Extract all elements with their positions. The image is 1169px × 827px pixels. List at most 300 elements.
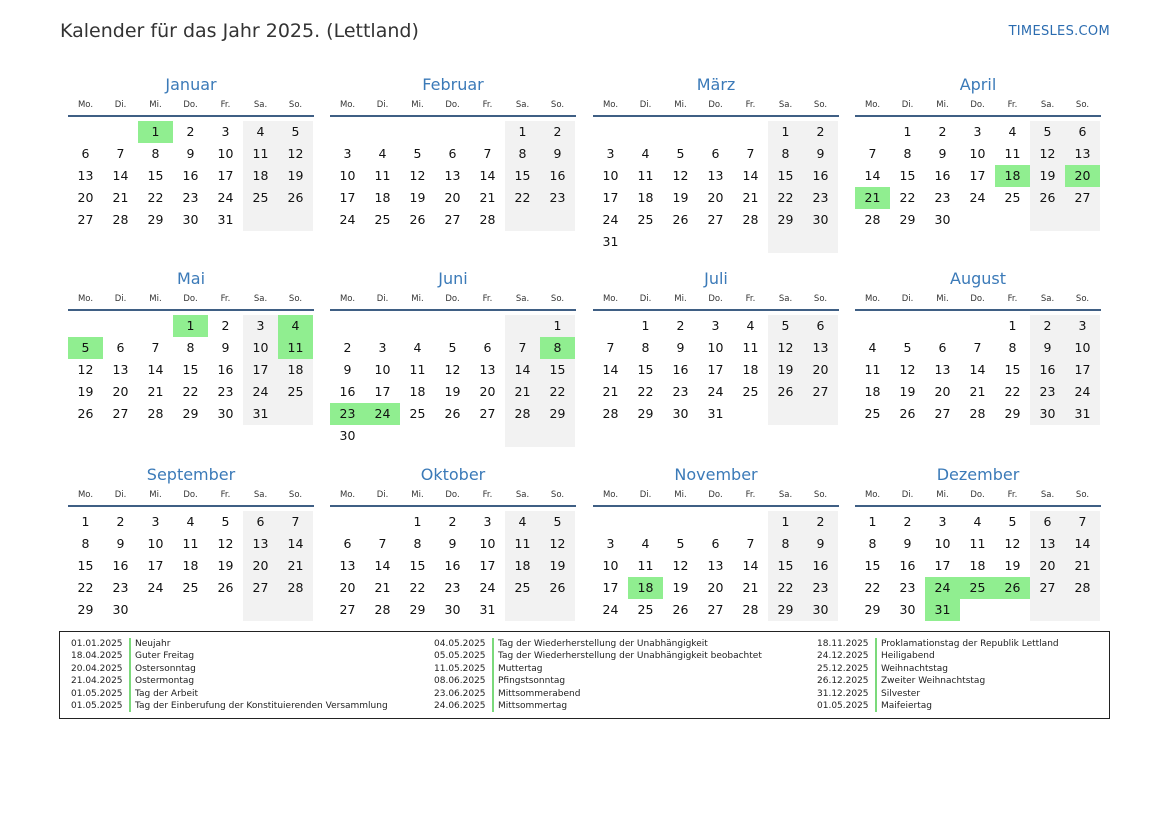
page-title: Kalender für das Jahr 2025. (Lettland) [60, 20, 419, 42]
day-cell: 23 [1039, 384, 1056, 399]
legend-holiday-name: Neujahr [135, 639, 171, 649]
day-cell: 13 [444, 168, 461, 183]
day-cell: 17 [479, 558, 496, 573]
legend-holiday-name: Maifeiertag [881, 700, 932, 711]
month-block [68, 464, 314, 621]
day-cell: 30 [339, 428, 356, 443]
day-cell: 14 [479, 168, 496, 183]
day-cell: 25 [742, 384, 759, 399]
day-cell: 3 [343, 146, 352, 161]
weekday-header [593, 292, 839, 311]
legend-column [434, 638, 762, 712]
day-grid [68, 117, 314, 231]
day-cell: 23 [444, 580, 461, 595]
day-cell: 31 [479, 602, 496, 617]
weekday-label: Do. [183, 294, 198, 304]
day-cell: 1 [518, 124, 527, 139]
day-cell: 10 [479, 536, 496, 551]
day-cell: 12 [672, 168, 689, 183]
weekday-label: Fr. [482, 490, 493, 500]
day-cell: 8 [781, 146, 790, 161]
weekday-label: Mo. [77, 294, 94, 304]
day-cell: 21 [742, 580, 759, 595]
day-cell: 29 [637, 406, 654, 421]
day-cell: 14 [374, 558, 391, 573]
legend-row [434, 688, 762, 700]
day-grid [593, 507, 839, 621]
day-cell: 15 [549, 362, 566, 377]
day-cell: 19 [77, 384, 94, 399]
day-cell: 27 [339, 602, 356, 617]
weekday-label: Mo. [602, 294, 619, 304]
weekday-label: Mi. [411, 100, 424, 110]
day-cell: 20 [707, 580, 724, 595]
weekday-label: Do. [183, 100, 198, 110]
day-cell: 8 [641, 340, 650, 355]
day-cell: 4 [186, 514, 195, 529]
weekday-label: Fr. [1007, 100, 1018, 110]
day-cell: 25 [374, 212, 391, 227]
weekday-label: So. [550, 100, 565, 110]
day-cell: 26 [1039, 190, 1056, 205]
legend-holiday-name: Mittsommerabend [498, 688, 581, 699]
day-cell: 20 [339, 580, 356, 595]
day-cell: 5 [1008, 514, 1017, 529]
weekday-label: Mi. [674, 490, 687, 500]
day-grid [330, 507, 576, 621]
legend-holiday-name: Zweiter Weihnachtstag [881, 676, 986, 687]
day-cell: 22 [1004, 384, 1021, 399]
day-cell: 2 [816, 124, 825, 139]
day-cell: 25 [514, 580, 531, 595]
day-cell: 16 [339, 384, 356, 399]
day-cell: 14 [742, 168, 759, 183]
day-cell: 2 [448, 514, 457, 529]
day-cell: 18 [969, 558, 986, 573]
weekday-label: Do. [445, 294, 460, 304]
weekday-label: Fr. [1007, 294, 1018, 304]
day-cell: 11 [182, 536, 199, 551]
legend-holiday-name: Tag der Wiederherstellung der Unabhängigkeit [498, 639, 708, 649]
day-cell: 30 [812, 602, 829, 617]
weekday-label: So. [813, 294, 828, 304]
day-cell: 11 [514, 536, 531, 551]
day-cell: 7 [291, 514, 300, 529]
day-cell: 19 [549, 558, 566, 573]
day-cell: 28 [1074, 580, 1091, 595]
weekday-label: Mi. [149, 294, 162, 304]
weekday-label: Di. [901, 490, 914, 500]
day-cell: 29 [549, 406, 566, 421]
day-cell: 4 [868, 340, 877, 355]
legend-holiday-name: Tag der Einberufung der Konstituierenden Versammlung [135, 700, 388, 711]
month-block [593, 464, 839, 621]
day-cell: 10 [374, 362, 391, 377]
day-cell: 8 [413, 536, 422, 551]
day-grid [330, 311, 576, 447]
month-block [593, 74, 839, 253]
day-cell: 13 [707, 168, 724, 183]
month-block [855, 268, 1101, 425]
day-cell: 14 [864, 168, 881, 183]
day-cell: 15 [777, 168, 794, 183]
legend-row [817, 638, 1059, 650]
month-title: August [950, 269, 1006, 288]
day-cell: 2 [676, 318, 685, 333]
day-cell: 5 [676, 146, 685, 161]
legend-row [817, 700, 1059, 712]
legend-row [817, 688, 1059, 700]
month-title: Oktober [420, 465, 486, 484]
weekday-label: Do. [445, 100, 460, 110]
day-cell: 17 [252, 362, 269, 377]
day-cell: 28 [602, 406, 619, 421]
day-cell: 30 [444, 602, 461, 617]
day-cell: 13 [77, 168, 94, 183]
weekday-label: Fr. [220, 100, 231, 110]
holiday-day-cell: 4 [278, 315, 313, 337]
weekday-label: Mi. [411, 294, 424, 304]
day-cell: 3 [973, 124, 982, 139]
day-cell: 5 [676, 536, 685, 551]
day-cell: 21 [112, 190, 129, 205]
day-cell: 21 [742, 190, 759, 205]
day-cell: 16 [217, 362, 234, 377]
day-grid [330, 117, 576, 231]
day-cell: 8 [903, 146, 912, 161]
month-title: März [696, 75, 736, 94]
day-cell: 24 [969, 190, 986, 205]
legend-date: 08.06.2025 [434, 675, 494, 687]
weekday-label: Sa. [253, 490, 268, 500]
day-cell: 30 [812, 212, 829, 227]
weekday-label: Mi. [936, 294, 949, 304]
legend-column [817, 638, 1059, 712]
day-cell: 3 [221, 124, 230, 139]
holiday-day-cell: 18 [628, 577, 663, 599]
day-cell: 6 [448, 146, 457, 161]
day-cell: 26 [287, 190, 304, 205]
weekday-label: Fr. [745, 294, 756, 304]
day-cell: 3 [938, 514, 947, 529]
day-cell: 30 [672, 406, 689, 421]
day-cell: 12 [77, 362, 94, 377]
day-cell: 12 [217, 536, 234, 551]
day-cell: 30 [1039, 406, 1056, 421]
day-cell: 2 [938, 124, 947, 139]
day-cell: 4 [1008, 124, 1017, 139]
day-cell: 20 [444, 190, 461, 205]
day-cell: 22 [777, 580, 794, 595]
weekday-label: Sa. [515, 100, 530, 110]
day-cell: 18 [742, 362, 759, 377]
day-cell: 9 [186, 146, 195, 161]
day-cell: 30 [217, 406, 234, 421]
day-cell: 15 [147, 168, 164, 183]
day-cell: 8 [81, 536, 90, 551]
day-cell: 26 [777, 384, 794, 399]
weekday-label: Fr. [220, 490, 231, 500]
day-cell: 25 [287, 384, 304, 399]
weekday-label: Sa. [515, 490, 530, 500]
weekday-header [593, 488, 839, 507]
day-cell: 23 [549, 190, 566, 205]
weekday-label: Sa. [1040, 490, 1055, 500]
legend-holiday-name: Mittsommertag [498, 700, 568, 711]
day-cell: 10 [969, 146, 986, 161]
day-cell: 11 [864, 362, 881, 377]
day-cell: 15 [409, 558, 426, 573]
month-block [330, 464, 576, 621]
holiday-legend [59, 631, 1110, 719]
legend-holiday-name: Ostersonntag [135, 663, 196, 674]
legend-date: 26.12.2025 [817, 675, 877, 687]
day-cell: 12 [1004, 536, 1021, 551]
legend-date: 20.04.2025 [71, 663, 131, 675]
day-cell: 15 [777, 558, 794, 573]
weekday-header [855, 488, 1101, 507]
day-cell: 28 [287, 580, 304, 595]
day-cell: 15 [637, 362, 654, 377]
month-block [330, 74, 576, 231]
weekday-header [330, 292, 576, 311]
day-cell: 27 [444, 212, 461, 227]
day-cell: 23 [812, 190, 829, 205]
weekday-label: Do. [445, 490, 460, 500]
day-cell: 4 [256, 124, 265, 139]
day-cell: 16 [549, 168, 566, 183]
weekday-label: Sa. [1040, 294, 1055, 304]
day-cell: 5 [903, 340, 912, 355]
day-cell: 14 [112, 168, 129, 183]
day-cell: 10 [707, 340, 724, 355]
day-cell: 16 [812, 168, 829, 183]
month-block [68, 74, 314, 231]
legend-row [434, 638, 762, 650]
day-cell: 5 [553, 514, 562, 529]
day-cell: 27 [707, 212, 724, 227]
day-cell: 3 [606, 146, 615, 161]
day-cell: 29 [182, 406, 199, 421]
day-cell: 12 [777, 340, 794, 355]
day-grid [68, 311, 314, 425]
weekday-label: Fr. [1007, 490, 1018, 500]
holiday-day-cell: 23 [330, 403, 365, 425]
day-cell: 28 [969, 406, 986, 421]
weekday-label: So. [813, 100, 828, 110]
legend-date: 23.06.2025 [434, 688, 494, 700]
weekday-label: Fr. [482, 100, 493, 110]
day-cell: 9 [676, 340, 685, 355]
weekday-label: So. [1075, 100, 1090, 110]
day-cell: 7 [378, 536, 387, 551]
day-cell: 8 [868, 536, 877, 551]
weekday-header [855, 98, 1101, 117]
day-cell: 19 [899, 384, 916, 399]
weekday-label: Di. [376, 294, 389, 304]
day-cell: 2 [903, 514, 912, 529]
legend-row [434, 650, 762, 662]
day-cell: 2 [343, 340, 352, 355]
day-cell: 10 [602, 558, 619, 573]
day-cell: 5 [1043, 124, 1052, 139]
day-cell: 3 [378, 340, 387, 355]
day-cell: 7 [973, 340, 982, 355]
day-cell: 6 [938, 340, 947, 355]
day-cell: 23 [672, 384, 689, 399]
day-cell: 17 [217, 168, 234, 183]
day-cell: 4 [378, 146, 387, 161]
day-cell: 29 [777, 212, 794, 227]
day-cell: 19 [777, 362, 794, 377]
weekday-label: Mo. [77, 490, 94, 500]
day-grid [593, 311, 839, 425]
day-cell: 6 [343, 536, 352, 551]
month-title: November [674, 465, 758, 484]
day-cell: 7 [868, 146, 877, 161]
day-cell: 25 [409, 406, 426, 421]
day-cell: 23 [899, 580, 916, 595]
day-cell: 8 [518, 146, 527, 161]
weekday-header [68, 488, 314, 507]
legend-date: 01.01.2025 [71, 638, 131, 650]
brand-link[interactable]: TIMESLES.COM [1008, 24, 1110, 39]
day-cell: 7 [518, 340, 527, 355]
day-cell: 18 [864, 384, 881, 399]
day-cell: 11 [969, 536, 986, 551]
day-cell: 25 [637, 212, 654, 227]
day-cell: 22 [637, 384, 654, 399]
day-cell: 8 [781, 536, 790, 551]
day-cell: 9 [816, 536, 825, 551]
holiday-day-cell: 26 [995, 577, 1030, 599]
day-cell: 1 [553, 318, 562, 333]
day-cell: 9 [816, 146, 825, 161]
day-cell: 21 [287, 558, 304, 573]
day-grid [855, 311, 1101, 425]
weekday-label: Sa. [515, 294, 530, 304]
day-cell: 14 [969, 362, 986, 377]
day-cell: 22 [409, 580, 426, 595]
weekday-label: Do. [970, 490, 985, 500]
day-cell: 29 [1004, 406, 1021, 421]
legend-row [71, 663, 388, 675]
day-cell: 23 [812, 580, 829, 595]
holiday-day-cell: 24 [365, 403, 400, 425]
weekday-label: Do. [970, 294, 985, 304]
weekday-label: Mi. [936, 100, 949, 110]
weekday-label: Sa. [253, 100, 268, 110]
weekday-label: Mi. [936, 490, 949, 500]
day-grid [855, 507, 1101, 621]
weekday-header [330, 488, 576, 507]
day-cell: 22 [899, 190, 916, 205]
day-cell: 25 [1004, 190, 1021, 205]
day-cell: 6 [81, 146, 90, 161]
day-cell: 21 [969, 384, 986, 399]
legend-date: 18.04.2025 [71, 650, 131, 662]
legend-date: 01.05.2025 [71, 688, 131, 700]
day-cell: 22 [864, 580, 881, 595]
day-cell: 7 [116, 146, 125, 161]
day-cell: 7 [1078, 514, 1087, 529]
day-cell: 7 [151, 340, 160, 355]
day-cell: 19 [217, 558, 234, 573]
day-cell: 20 [707, 190, 724, 205]
day-cell: 6 [483, 340, 492, 355]
day-cell: 20 [479, 384, 496, 399]
weekday-label: Mi. [149, 490, 162, 500]
day-cell: 13 [252, 536, 269, 551]
day-cell: 9 [1043, 340, 1052, 355]
day-cell: 16 [899, 558, 916, 573]
day-cell: 2 [116, 514, 125, 529]
weekday-label: So. [550, 490, 565, 500]
weekday-label: Fr. [482, 294, 493, 304]
weekday-label: Mi. [674, 294, 687, 304]
day-cell: 20 [112, 384, 129, 399]
day-cell: 26 [444, 406, 461, 421]
legend-date: 01.05.2025 [817, 700, 877, 712]
day-cell: 20 [934, 384, 951, 399]
weekday-label: Di. [901, 294, 914, 304]
day-cell: 6 [711, 146, 720, 161]
weekday-label: So. [1075, 294, 1090, 304]
day-cell: 4 [746, 318, 755, 333]
day-cell: 10 [602, 168, 619, 183]
weekday-label: Di. [114, 490, 127, 500]
day-cell: 31 [252, 406, 269, 421]
day-cell: 22 [514, 190, 531, 205]
weekday-label: Mi. [149, 100, 162, 110]
day-cell: 24 [479, 580, 496, 595]
weekday-label: Mi. [674, 100, 687, 110]
day-cell: 17 [707, 362, 724, 377]
legend-holiday-name: Silvester [881, 688, 921, 699]
weekday-label: Mo. [864, 100, 881, 110]
weekday-label: Sa. [778, 100, 793, 110]
day-cell: 28 [479, 212, 496, 227]
weekday-header [68, 292, 314, 311]
month-block [330, 268, 576, 447]
legend-column [71, 638, 388, 712]
legend-holiday-name: Weihnachtstag [881, 663, 948, 674]
day-cell: 12 [672, 558, 689, 573]
holiday-day-cell: 21 [855, 187, 890, 209]
day-cell: 26 [899, 406, 916, 421]
day-cell: 19 [1039, 168, 1056, 183]
day-cell: 2 [186, 124, 195, 139]
day-cell: 30 [112, 602, 129, 617]
day-cell: 25 [637, 602, 654, 617]
day-cell: 29 [899, 212, 916, 227]
legend-date: 25.12.2025 [817, 663, 877, 675]
legend-row [71, 700, 388, 712]
day-cell: 12 [287, 146, 304, 161]
day-cell: 5 [448, 340, 457, 355]
day-cell: 3 [711, 318, 720, 333]
day-cell: 21 [479, 190, 496, 205]
day-cell: 13 [479, 362, 496, 377]
holiday-day-cell: 25 [960, 577, 995, 599]
day-cell: 31 [602, 234, 619, 249]
day-cell: 8 [151, 146, 160, 161]
month-title: Februar [422, 75, 484, 94]
day-cell: 27 [707, 602, 724, 617]
weekday-header [330, 98, 576, 117]
day-cell: 24 [339, 212, 356, 227]
day-cell: 8 [186, 340, 195, 355]
